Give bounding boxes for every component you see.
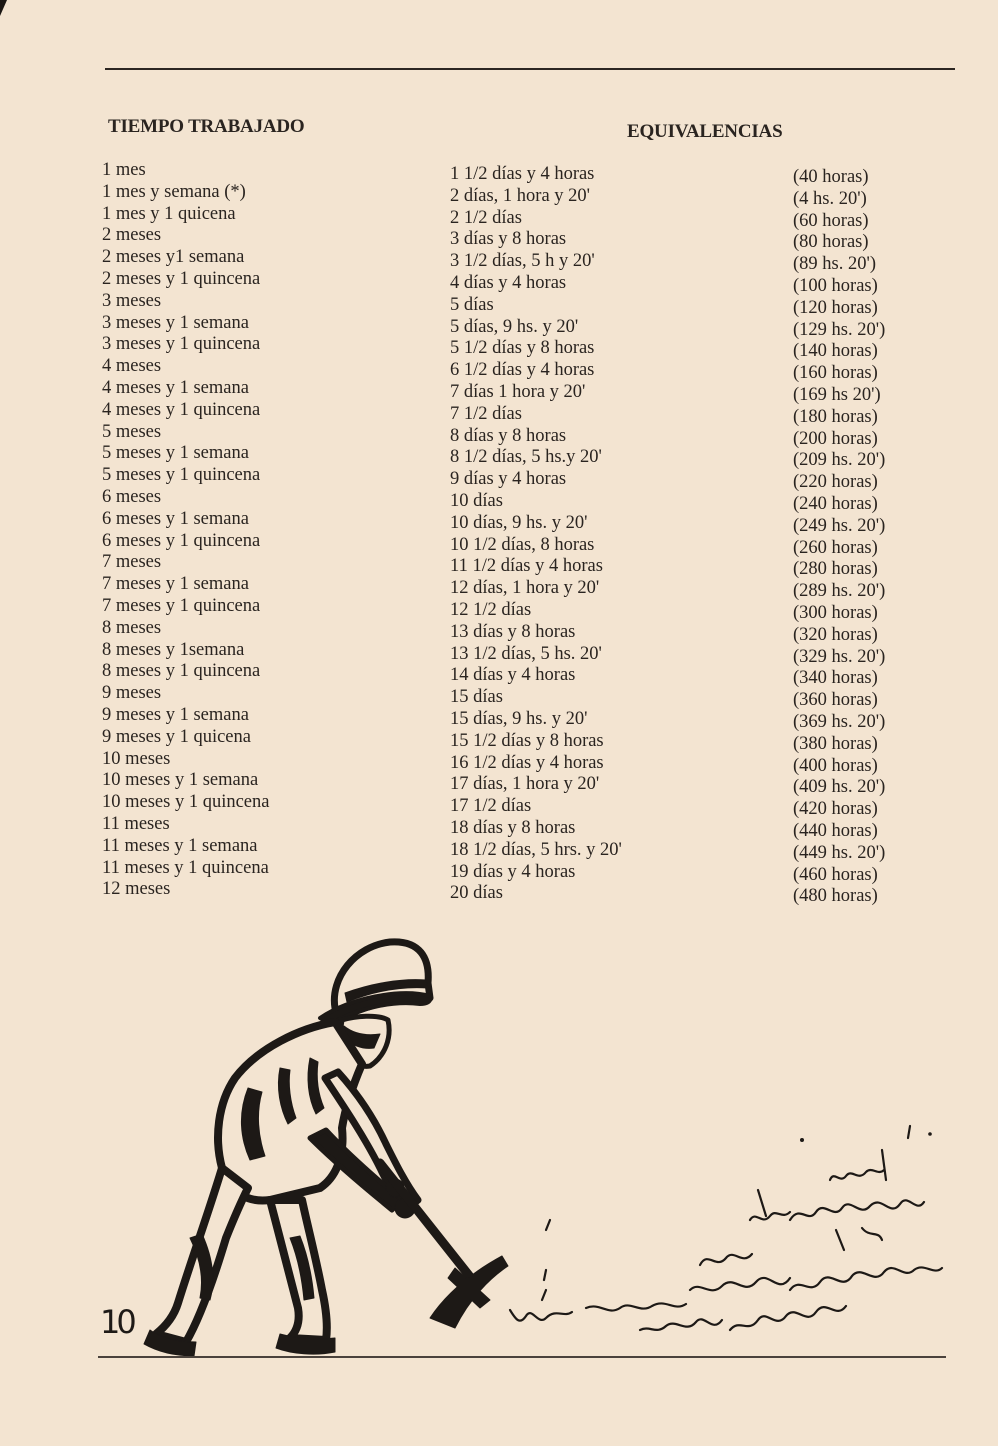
grass-icon	[490, 1120, 950, 1360]
equivalence-cell: 7 días 1 hora y 20'	[450, 381, 586, 402]
time-worked-cell: 1 mes y 1 quicena	[102, 203, 236, 224]
hours-cell: (220 horas)	[793, 472, 878, 493]
equivalence-cell: 14 días y 4 horas	[450, 665, 576, 686]
equivalence-cell: 12 1/2 días	[450, 599, 532, 620]
time-worked-cell: 10 meses	[102, 748, 171, 769]
hours-cell: (120 horas)	[793, 297, 878, 318]
equivalence-cell: 2 días, 1 hora y 20'	[450, 185, 591, 206]
time-worked-cell: 1 mes	[102, 160, 146, 180]
equivalence-cell: 15 días	[450, 687, 503, 708]
time-worked-cell: 3 meses	[102, 290, 162, 311]
hours-cell: (289 hs. 20')	[793, 581, 886, 602]
equivalence-cell: 6 1/2 días y 4 horas	[450, 360, 595, 381]
hours-cell: (260 horas)	[793, 537, 878, 558]
scan-corner-mark	[0, 0, 7, 16]
equivalence-cell: 10 días	[450, 490, 503, 511]
hours-cell: (340 horas)	[793, 668, 878, 689]
time-worked-cell: 1 mes y semana (*)	[102, 181, 246, 202]
top-rule	[105, 68, 955, 70]
time-worked-column	[102, 160, 270, 901]
equivalence-column	[450, 164, 622, 905]
hours-cell: (460 horas)	[793, 864, 878, 885]
equivalence-cell: 4 días y 4 horas	[450, 272, 567, 293]
equivalence-cell: 5 1/2 días y 8 horas	[450, 338, 595, 359]
time-worked-cell: 2 meses y 1 quincena	[102, 268, 261, 289]
time-worked-cell: 5 meses y 1 quincena	[102, 465, 261, 486]
equivalence-cell: 9 días y 4 horas	[450, 469, 567, 490]
hours-cell: (160 horas)	[793, 363, 878, 384]
time-worked-cell: 10 meses y 1 quincena	[102, 792, 270, 813]
hours-cell: (200 horas)	[793, 428, 878, 449]
equivalence-cell: 2 1/2 días	[450, 207, 522, 228]
worker-with-pickaxe-icon	[130, 938, 510, 1358]
hours-cell: (129 hs. 20')	[793, 319, 886, 340]
equivalence-cell: 1 1/2 días y 4 horas	[450, 164, 595, 184]
time-worked-cell: 7 meses y 1 semana	[102, 574, 249, 595]
page-number: 10	[100, 1303, 133, 1341]
hours-cell: (369 hs. 20')	[793, 711, 886, 732]
time-worked-cell: 11 meses	[102, 813, 170, 834]
time-worked-cell: 9 meses y 1 quicena	[102, 726, 251, 747]
hours-cell: (440 horas)	[793, 820, 878, 841]
equivalence-cell: 8 días y 8 horas	[450, 425, 567, 446]
equivalence-cell: 15 días, 9 hs. y 20'	[450, 708, 588, 729]
hours-cell: (449 hs. 20')	[793, 842, 886, 863]
equivalence-cell: 17 1/2 días	[450, 796, 532, 817]
time-worked-cell: 2 meses y1 semana	[102, 247, 245, 268]
equivalence-cell: 16 1/2 días y 4 horas	[450, 752, 604, 773]
time-worked-cell: 3 meses y 1 semana	[102, 312, 249, 333]
time-worked-cell: 9 meses y 1 semana	[102, 704, 249, 725]
hours-cell: (329 hs. 20')	[793, 646, 886, 667]
time-worked-cell: 11 meses y 1 semana	[102, 835, 258, 856]
equivalence-cell: 13 días y 8 horas	[450, 621, 576, 642]
hours-cell: (60 horas)	[793, 210, 869, 231]
hours-cell: (209 hs. 20')	[793, 450, 886, 471]
bottom-rule	[98, 1356, 946, 1358]
time-worked-cell: 8 meses y 1 quincena	[102, 661, 261, 682]
time-worked-cell: 7 meses	[102, 552, 162, 573]
time-worked-cell: 9 meses	[102, 683, 162, 704]
hours-cell: (380 horas)	[793, 733, 878, 754]
time-worked-cell: 4 meses	[102, 356, 162, 377]
equivalence-cell: 7 1/2 días	[450, 403, 522, 424]
heading-tiempo-trabajado: TIEMPO TRABAJADO	[108, 116, 305, 137]
time-worked-cell: 3 meses y 1 quincena	[102, 334, 261, 355]
equivalence-cell: 10 1/2 días, 8 horas	[450, 534, 595, 555]
hours-cell: (409 hs. 20')	[793, 777, 886, 798]
time-worked-cell: 4 meses y 1 quincena	[102, 399, 261, 420]
time-worked-cell: 8 meses y 1semana	[102, 639, 245, 660]
time-worked-cell: 6 meses y 1 quincena	[102, 530, 261, 551]
hours-cell: (80 horas)	[793, 232, 869, 253]
time-worked-cell: 2 meses	[102, 225, 162, 246]
time-worked-cell: 11 meses y 1 quincena	[102, 857, 269, 878]
equivalence-cell: 20 días	[450, 883, 503, 904]
time-worked-cell: 6 meses	[102, 486, 162, 507]
time-worked-cell: 5 meses y 1 semana	[102, 443, 249, 464]
hours-cell: (40 horas)	[793, 167, 869, 187]
equivalence-cell: 5 días, 9 hs. y 20'	[450, 316, 579, 337]
hours-cell: (420 horas)	[793, 799, 878, 820]
time-worked-cell: 4 meses y 1 semana	[102, 377, 249, 398]
time-worked-cell: 5 meses	[102, 421, 162, 442]
equivalence-cell: 18 días y 8 horas	[450, 817, 576, 838]
hours-cell: (300 horas)	[793, 602, 878, 623]
equivalence-cell: 18 1/2 días, 5 hrs. y 20'	[450, 839, 622, 860]
hours-cell: (4 hs. 20')	[793, 188, 867, 209]
equivalence-cell: 19 días y 4 horas	[450, 861, 576, 882]
hours-column	[793, 167, 885, 908]
hours-cell: (89 hs. 20')	[793, 254, 876, 275]
hours-cell: (140 horas)	[793, 341, 878, 362]
hours-cell: (169 hs 20')	[793, 384, 881, 405]
equivalence-cell: 5 días	[450, 294, 494, 315]
hours-cell: (360 horas)	[793, 690, 878, 711]
equivalence-cell: 11 1/2 días y 4 horas	[450, 556, 603, 577]
equivalence-cell: 13 1/2 días, 5 hs. 20'	[450, 643, 602, 664]
hours-cell: (400 horas)	[793, 755, 878, 776]
equivalence-cell: 10 días, 9 hs. y 20'	[450, 512, 588, 533]
hours-cell: (320 horas)	[793, 624, 878, 645]
hours-cell: (280 horas)	[793, 559, 878, 580]
heading-equivalencias: EQUIVALENCIAS	[627, 121, 783, 142]
equivalence-cell: 3 días y 8 horas	[450, 229, 567, 250]
hours-cell: (100 horas)	[793, 275, 878, 296]
equivalence-cell: 3 1/2 días, 5 h y 20'	[450, 251, 595, 272]
time-worked-cell: 10 meses y 1 semana	[102, 770, 259, 791]
time-worked-cell: 8 meses	[102, 617, 162, 638]
time-worked-cell: 7 meses y 1 quincena	[102, 595, 261, 616]
time-worked-cell: 6 meses y 1 semana	[102, 508, 249, 529]
time-worked-cell: 12 meses	[102, 879, 171, 900]
hours-cell: (240 horas)	[793, 493, 878, 514]
hours-cell: (480 horas)	[793, 886, 878, 907]
equivalence-cell: 12 días, 1 hora y 20'	[450, 578, 600, 599]
hours-cell: (180 horas)	[793, 406, 878, 427]
equivalence-cell: 17 días, 1 hora y 20'	[450, 774, 600, 795]
hours-cell: (249 hs. 20')	[793, 515, 886, 536]
equivalence-cell: 8 1/2 días, 5 hs.y 20'	[450, 447, 602, 468]
equivalence-cell: 15 1/2 días y 8 horas	[450, 730, 604, 751]
